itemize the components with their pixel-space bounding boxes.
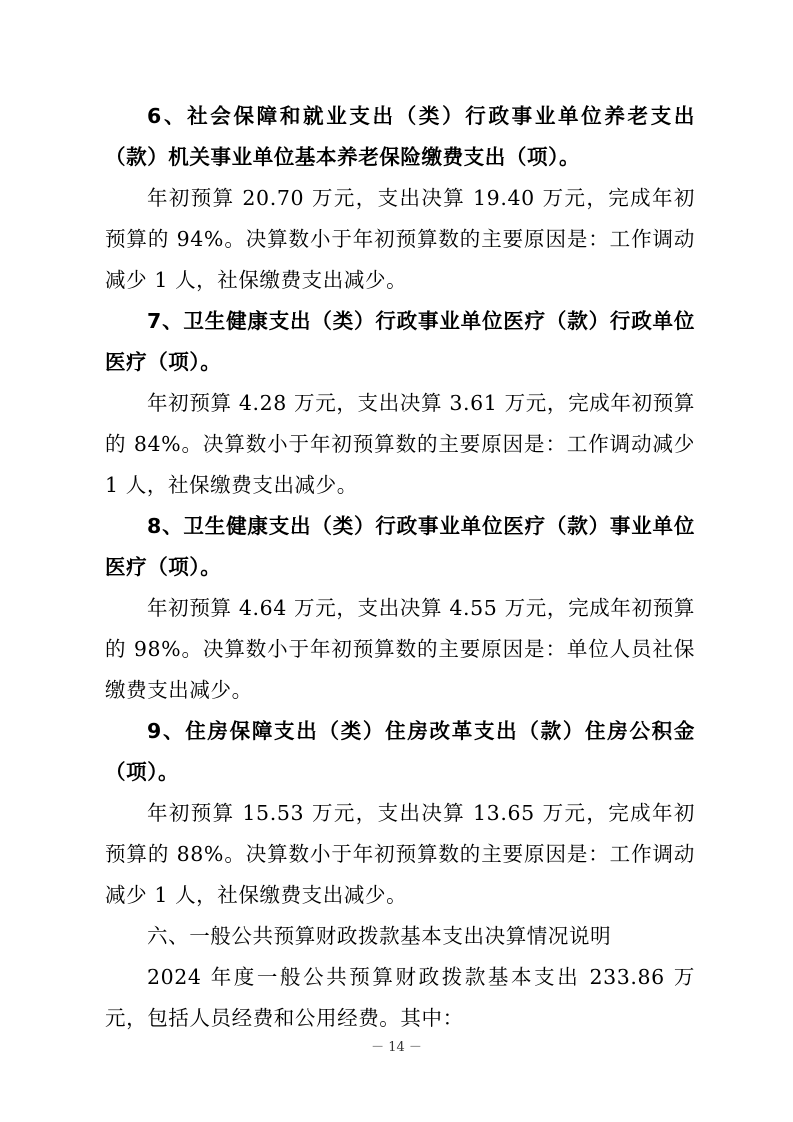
body-paragraph-item-7: 年初预算 4.28 万元，支出决算 3.61 万元，完成年初预算的 84%。决算数小于年初预算数的主要原因是：工作调动减少 1 人，社保缴费支出减少。 — [105, 391, 695, 497]
heading-item-9: 9、住房保障支出（类）住房改革支出（款）住房公积金（项）。 — [105, 719, 695, 784]
body-paragraph-section-six: 2024 年度一般公共预算财政拨款基本支出 233.86 万元，包括人员经费和公用经费。其中： — [105, 965, 695, 1030]
heading-item-8: 8、卫生健康支出（类）行政事业单位医疗（款）事业单位医疗（项）。 — [105, 514, 695, 579]
heading-item-7: 7、卫生健康支出（类）行政事业单位医疗（款）行政单位医疗（项）。 — [105, 309, 695, 374]
document-body — [105, 96, 695, 1039]
body-paragraph-item-9: 年初预算 15.53 万元，支出决算 13.65 万元，完成年初预算的 88%。决算数小于年初预算数的主要原因是：工作调动减少 1 人，社保缴费支出减少。 — [105, 801, 695, 907]
page-number: － 14 － — [371, 1040, 422, 1055]
body-paragraph-item-6: 年初预算 20.70 万元，支出决算 19.40 万元，完成年初预算的 94%。决算数小于年初预算数的主要原因是：工作调动减少 1 人，社保缴费支出减少。 — [105, 186, 695, 292]
heading-item-6: 6、社会保障和就业支出（类）行政事业单位养老支出（款）机关事业单位基本养老保险缴费支出（项）。 — [105, 104, 695, 169]
section-heading-six: 六、一般公共预算财政拨款基本支出决算情况说明 — [147, 924, 612, 948]
body-paragraph-item-8: 年初预算 4.64 万元，支出决算 4.55 万元，完成年初预算的 98%。决算数小于年初预算数的主要原因是：单位人员社保缴费支出减少。 — [105, 596, 695, 702]
